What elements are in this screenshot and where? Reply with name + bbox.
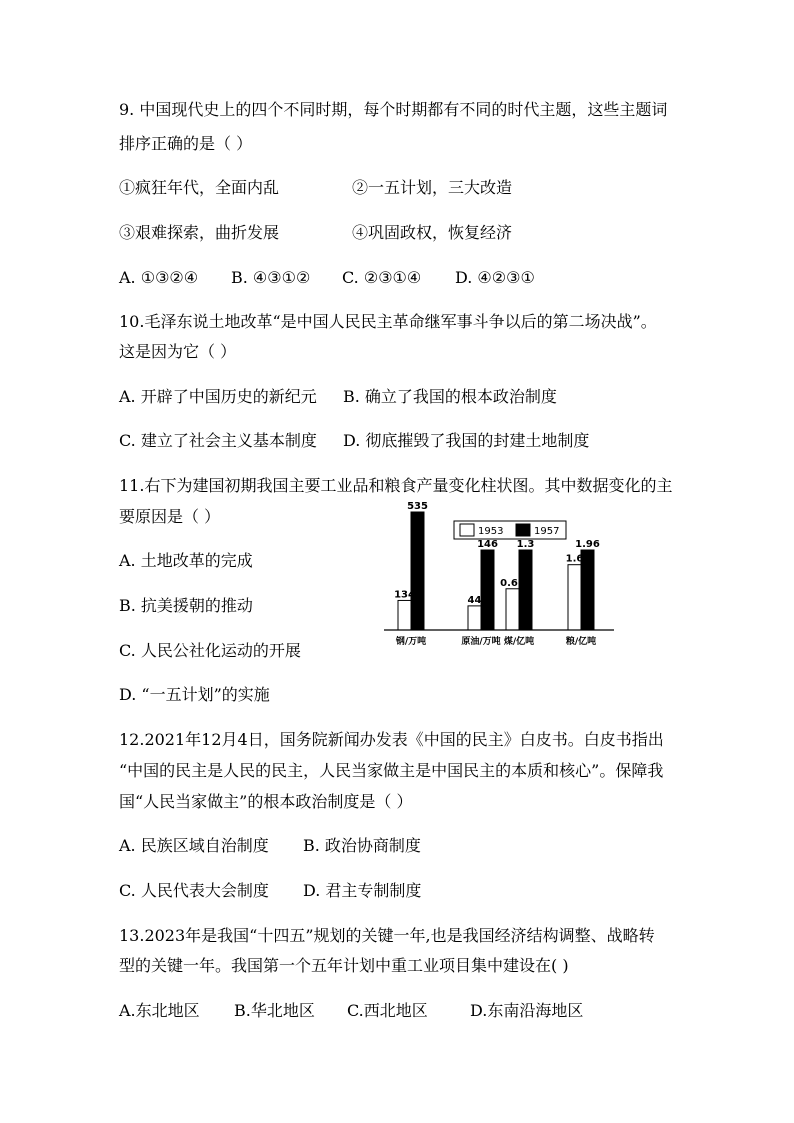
q10-option-b[interactable]: B. 确立了我国的根本政治制度 xyxy=(343,387,557,406)
chart-bar-1953-1 xyxy=(468,606,481,630)
chart-value-label-1957-2: 1.3 xyxy=(516,539,535,550)
chart-legend-label-1957: 1957 xyxy=(534,526,560,537)
q13-option-b[interactable]: B.华北地区 xyxy=(234,1001,315,1020)
chart-value-label-1953-3: 1.6 xyxy=(565,553,584,565)
q12-option-b[interactable]: B. 政治协商制度 xyxy=(303,836,421,855)
chart-category-label-2: 煤/亿吨 xyxy=(503,637,535,647)
chart-bar-1953-3 xyxy=(568,565,581,630)
chart-value-label-1957-3: 1.96 xyxy=(575,539,600,550)
chart-bar-1953-2 xyxy=(506,589,519,630)
chart-legend-swatch-1953 xyxy=(460,524,474,536)
q11-option-d[interactable]: D. “一五计划”的实施 xyxy=(119,685,270,704)
chart-category-label-1: 原油/万吨 xyxy=(461,637,501,647)
q13-option-a[interactable]: A.东北地区 xyxy=(119,1001,200,1020)
chart-bar-1957-1 xyxy=(481,550,494,630)
q11-option-b[interactable]: B. 抗美援朝的推动 xyxy=(119,596,253,615)
chart-category-label-0: 钢/万吨 xyxy=(395,637,427,647)
chart-value-label-1953-1: 44 xyxy=(467,594,482,606)
chart-value-label-1953-2: 0.67 xyxy=(500,577,525,589)
q9-stem-line1: 9. 中国现代史上的四个不同时期，每个时期都有不同的时代主题，这些主题词 xyxy=(119,100,668,119)
q9-item-3: ③艰难探索，曲折发展 xyxy=(119,223,280,242)
q10-stem-line2: 这是因为它（ ） xyxy=(119,342,237,361)
q11-stem-line1: 11.右下为建国初期我国主要工业品和粮食产量变化柱状图。其中数据变化的主 xyxy=(119,476,673,495)
production-bar-chart xyxy=(380,500,620,650)
q11-option-c[interactable]: C. 人民公社化运动的开展 xyxy=(119,641,301,660)
q12-option-d[interactable]: D. 君主专制制度 xyxy=(303,881,422,900)
chart-legend-label-1953: 1953 xyxy=(478,526,504,537)
q11-option-a[interactable]: A. 土地改革的完成 xyxy=(119,551,253,570)
chart-value-label-1957-0: 535 xyxy=(407,501,428,512)
q13-stem-line2: 型的关键一年。我国第一个五年计划中重工业项目集中建设在( ) xyxy=(119,956,569,975)
chart-value-label-1957-1: 146 xyxy=(477,539,498,550)
q12-stem-line2: “中国的民主是人民的民主，人民当家做主是中国民主的本质和核心”。保障我 xyxy=(119,761,664,780)
q12-option-a[interactable]: A. 民族区域自治制度 xyxy=(119,836,269,855)
chart-legend xyxy=(454,521,566,539)
q9-option-d[interactable]: D. ④②③① xyxy=(455,268,535,287)
chart-value-label-1953-0: 134 xyxy=(394,589,415,601)
chart-bar-1957-0 xyxy=(411,512,424,630)
q12-stem-line3: 国“人民当家做主”的根本政治制度是（ ） xyxy=(119,792,413,811)
q10-stem-line1: 10.毛泽东说土地改革“是中国人民民主革命继军事斗争以后的第二场决战”。 xyxy=(119,312,657,331)
q10-option-a[interactable]: A. 开辟了中国历史的新纪元 xyxy=(119,387,317,406)
q10-option-d[interactable]: D. 彻底摧毁了我国的封建土地制度 xyxy=(343,431,590,450)
q13-option-c[interactable]: C.西北地区 xyxy=(347,1001,428,1020)
q9-option-a[interactable]: A. ①③②④ xyxy=(119,268,199,287)
chart-category-labels xyxy=(395,635,596,647)
q11-stem-line2: 要原因是（ ） xyxy=(119,507,221,526)
q9-option-c[interactable]: C. ②③①④ xyxy=(342,268,422,287)
q9-item-4: ④巩固政权，恢复经济 xyxy=(352,223,513,242)
q9-item-2: ②一五计划，三大改造 xyxy=(352,178,513,197)
q12-option-c[interactable]: C. 人民代表大会制度 xyxy=(119,881,269,900)
chart-category-label-3: 粮/亿吨 xyxy=(565,637,597,647)
chart-bar-1953-0 xyxy=(398,600,411,630)
q9-item-1: ①疯狂年代，全面内乱 xyxy=(119,178,280,197)
q13-option-d[interactable]: D.东南沿海地区 xyxy=(470,1001,584,1020)
q9-stem-line2: 排序正确的是（ ） xyxy=(119,134,253,153)
q10-option-c[interactable]: C. 建立了社会主义基本制度 xyxy=(119,431,317,450)
q9-option-b[interactable]: B. ④③①② xyxy=(231,268,311,287)
chart-legend-swatch-1957 xyxy=(516,524,530,536)
q13-stem-line1: 13.2023年是我国“十四五”规划的关键一年,也是我国经济结构调整、战略转 xyxy=(119,926,655,945)
chart-bar-1957-2 xyxy=(519,550,532,630)
q12-stem-line1: 12.2021年12月4日，国务院新闻办发表《中国的民主》白皮书。白皮书指出 xyxy=(119,730,664,749)
